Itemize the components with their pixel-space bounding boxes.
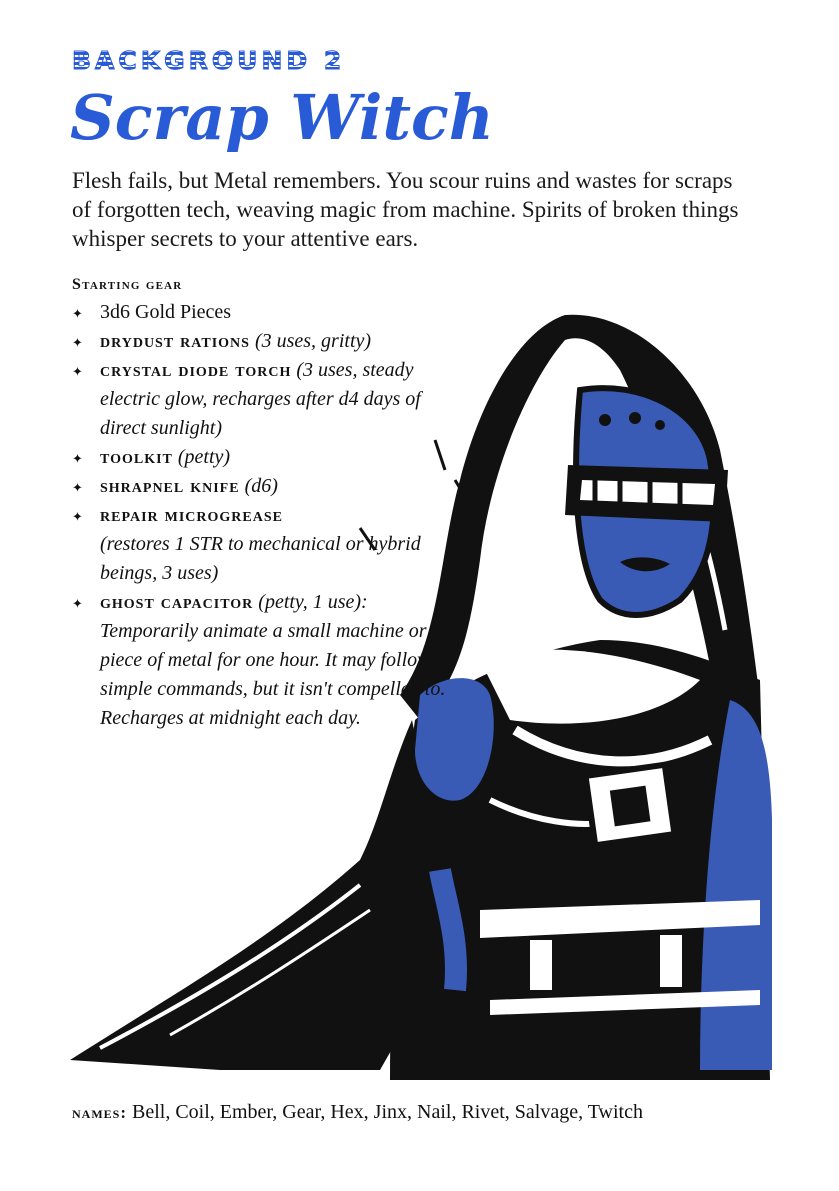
background-number-label: BACKGROUND 2	[72, 46, 346, 75]
list-item: ✦ toolkit (petty)	[72, 443, 452, 472]
intro-paragraph: Flesh fails, but Metal remembers. You scour ruins and wastes for scraps of forgotten tech, weaving magic from machine. Spirits of broken things whisper secrets to your attentive ears.	[72, 168, 739, 251]
page-title: Scrap Witch	[70, 81, 494, 154]
cape-shape	[70, 720, 440, 1070]
four-point-star-icon: ✦	[72, 510, 83, 525]
names-list: Bell, Coil, Ember, Gear, Hex, Jinx, Nail, Rivet, Salvage, Twitch	[132, 1101, 643, 1123]
four-point-star-icon: ✦	[72, 307, 83, 322]
names-line	[72, 1098, 643, 1127]
list-item: ✦ 3d6 Gold Pieces	[72, 298, 452, 327]
starting-gear-heading: Starting gear	[72, 276, 183, 293]
list-item: ✦ ghost capacitor (petty, 1 use): Temporarily animate a small machine or piece of metal for one hour. It may follow simple commands, but it isn't compelled to. Recharges at midnight each day.	[72, 591, 446, 729]
four-point-star-icon: ✦	[72, 481, 83, 496]
starting-gear-list	[72, 298, 452, 733]
four-point-star-icon: ✦	[72, 336, 83, 351]
list-item: ✦ drydust rations (3 uses, gritty)	[72, 327, 452, 356]
four-point-star-icon: ✦	[72, 365, 83, 380]
four-point-star-icon: ✦	[72, 597, 83, 612]
list-item: ✦ shrapnel knife (d6)	[72, 472, 452, 501]
list-item: ✦ crystal diode torch (3 uses, steady electric glow, recharges after d4 days of direct sunlight)	[72, 359, 421, 439]
list-item: ✦ repair microgrease (restores 1 STR to mechanical or hybrid beings, 3 uses)	[72, 504, 421, 584]
four-point-star-icon: ✦	[72, 452, 83, 467]
names-label: names:	[72, 1103, 127, 1122]
